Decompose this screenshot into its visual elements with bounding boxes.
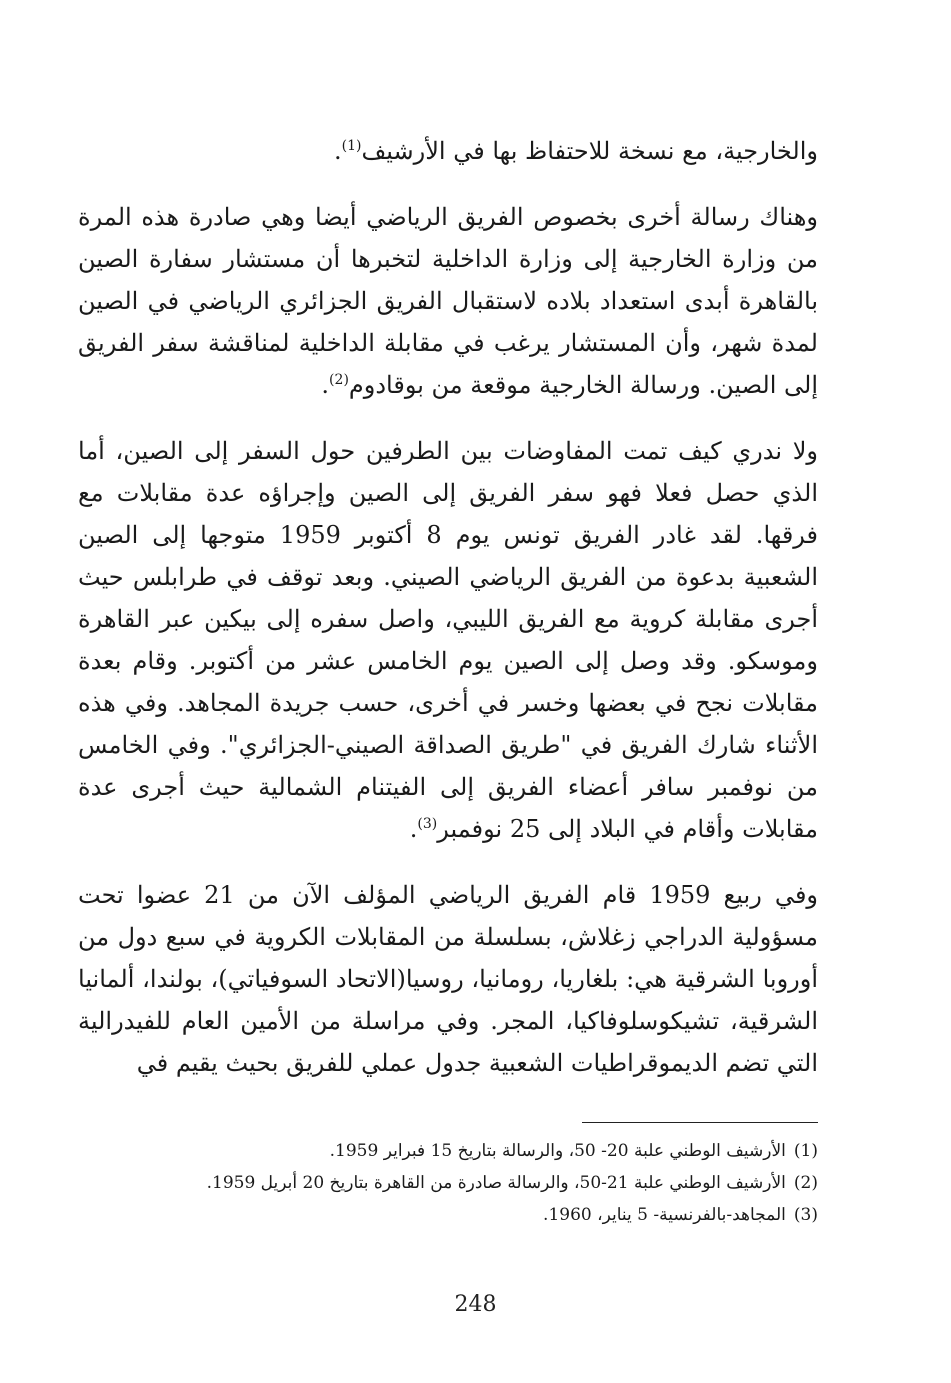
footnote-text: الأرشيف الوطني علبة 21-50، والرسالة صادرة من القاهرة بتاريخ 20 أبريل 1959. (206, 1173, 786, 1193)
footnote-text: المجاهد-بالفرنسية- 5 يناير، 1960. (543, 1205, 786, 1225)
page-number: 248 (454, 1292, 497, 1317)
paragraph-text: وفي ربيع 1959 قام الفريق الرياضي المؤلف الآن من 21 عضوا تحت مسؤولية الدراجي زغلاش، بسلسلة من المقابلات الكروية في سبع دول من أوروبا الشرقية هي: بلغاريا، رومانيا، روسيا(الاتحاد السوفياتي)، بولندا، ألمانيا الشرقية، تشيكوسلوفاكيا، المجر. وفي مراسلة من الأمين العام للفيدرالية التي تضم الديموقراطيات الشعبية جدول عملي للفريق بحيث يقيم في (78, 881, 819, 1077)
footnote-1 (78, 1135, 818, 1167)
paragraph-end: . (321, 371, 330, 399)
footnote-ref: (2) (329, 372, 349, 388)
paragraph-2 (78, 196, 818, 406)
footnotes (78, 1135, 818, 1231)
footnote-separator (582, 1122, 818, 1123)
footnote-ref: (1) (341, 138, 362, 154)
paragraph-end: . (409, 815, 418, 843)
paragraph-4 (78, 874, 818, 1084)
footnote-number: (3) (793, 1205, 818, 1225)
paragraph-text: والخارجية، مع نسخة للاحتفاظ بها في الأرشيف (361, 137, 818, 165)
paragraph-1 (78, 130, 818, 172)
footnote-ref: (3) (417, 816, 438, 832)
paragraph-end: . (333, 137, 342, 165)
paragraph-text: وهناك رسالة أخرى بخصوص الفريق الرياضي أيضا وهي صادرة هذه المرة من وزارة الخارجية إلى وزارة الداخلية لتخبرها أن مستشار سفارة الصين بالقاهرة أبدى استعداد بلاده لاستقبال الفريق الجزائري الرياضي في الصين لمدة شهر، وأن المستشار يرغب في مقابلة الداخلية لمناقشة سفر الفريق إلى الصين. ورسالة الخارجية موقعة من بوقادوم (78, 203, 818, 399)
page-content (78, 130, 818, 1231)
footnote-2 (78, 1167, 818, 1199)
footnote-number: (1) (793, 1141, 818, 1161)
paragraph-3 (78, 430, 818, 850)
footnote-text: الأرشيف الوطني علبة 20- 50، والرسالة بتاريخ 15 فبراير 1959. (329, 1141, 786, 1161)
footnote-3 (78, 1199, 818, 1231)
footnote-number: (2) (793, 1173, 818, 1193)
paragraph-text: ولا ندري كيف تمت المفاوضات بين الطرفين حول السفر إلى الصين، أما الذي حصل فعلا فهو سفر الفريق إلى الصين وإجراؤه عدة مقابلات مع فرقها. لقد غادر الفريق تونس يوم 8 أكتوبر 1959 متوجها إلى الصين الشعبية بدعوة من الفريق الرياضي الصيني. وبعد توقف في طرابلس حيث أجرى مقابلة كروية مع الفريق الليبي، واصل سفره إلى بيكين عبر القاهرة وموسكو. وقد وصل إلى الصين يوم الخامس عشر من أكتوبر. وقام بعدة مقابلات نجح في بعضها وخسر في أخرى، حسب جريدة المجاهد. وفي هذه الأثناء شارك الفريق في "طريق الصداقة الصيني-الجزائري". وفي الخامس من نوفمبر سافر أعضاء الفريق إلى الفيتنام الشمالية حيث أجرى عدة مقابلات وأقام في البلاد إلى 25 نوفمبر (78, 437, 819, 843)
